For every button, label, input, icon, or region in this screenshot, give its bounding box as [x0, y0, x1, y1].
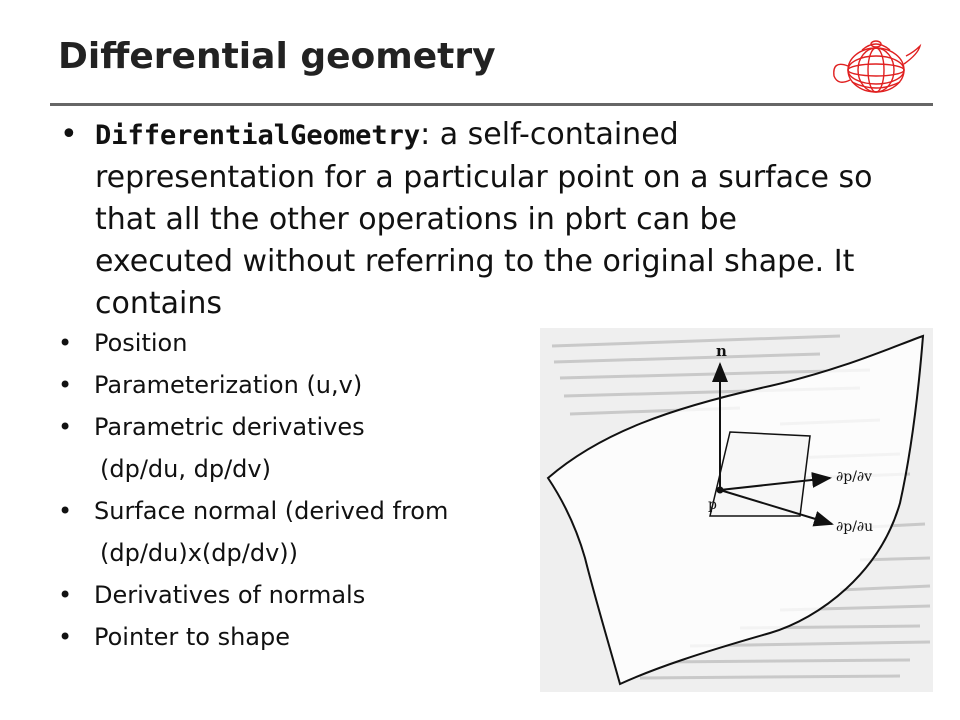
list-item: • Derivatives of normals	[58, 581, 366, 609]
label-p: p	[708, 497, 717, 513]
label-dpdv: ∂p/∂v	[836, 469, 873, 485]
surface-diagram	[540, 328, 933, 692]
list-item: • Position	[58, 329, 188, 357]
teapot-logo-icon	[826, 30, 922, 102]
bullet-marker: •	[60, 117, 78, 152]
list-item: • Parametric derivatives	[58, 413, 365, 441]
surface-point	[717, 487, 724, 494]
label-n: n	[716, 342, 727, 360]
class-name-code: DifferentialGeometry	[95, 120, 421, 151]
contents-list	[58, 322, 528, 658]
list-item: • Parameterization (u,v)	[58, 371, 363, 399]
label-dpdu: ∂p/∂u	[836, 519, 874, 535]
list-item: • Pointer to shape	[58, 623, 290, 651]
title-divider	[50, 103, 933, 106]
list-item: • Surface normal (derived from	[58, 497, 449, 525]
intro-text: : a self-contained representation for a particular point on a surface so that all the other operations in pbrt can be executed without referring to the original shape. It contains	[95, 117, 873, 321]
list-item-continuation: (dp/du)x(dp/dv))	[100, 539, 299, 567]
intro-paragraph	[60, 114, 880, 325]
slide-title: Differential geometry	[58, 36, 496, 77]
list-item-continuation: (dp/du, dp/dv)	[100, 455, 271, 483]
intro-bullet	[60, 114, 880, 325]
